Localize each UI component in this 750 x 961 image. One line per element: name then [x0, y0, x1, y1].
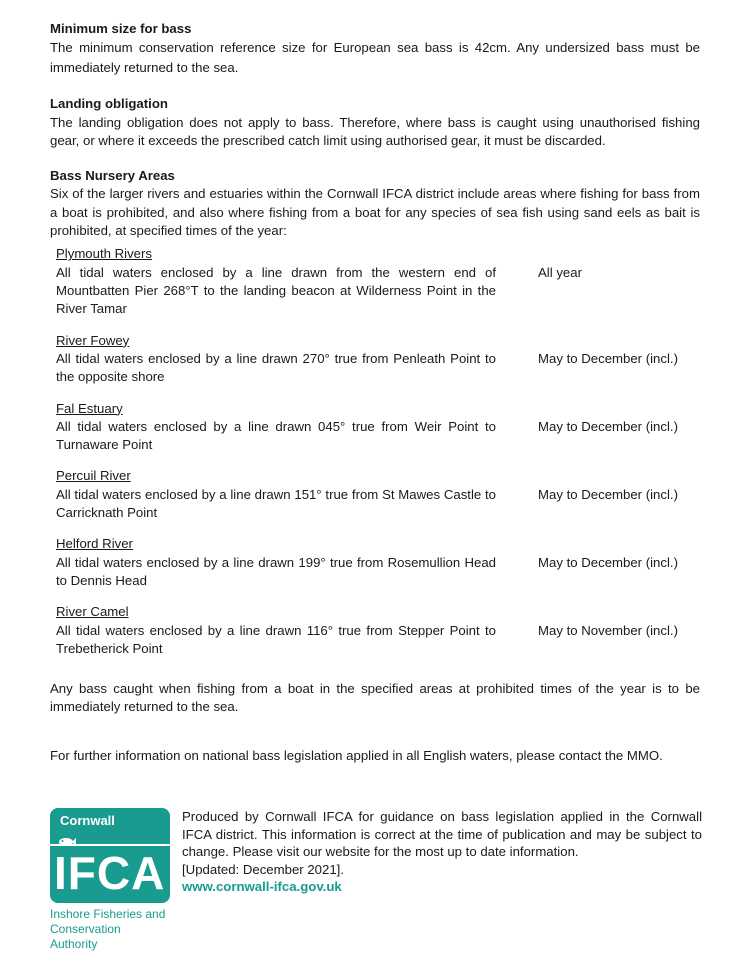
- nursery-area: [56, 535, 700, 590]
- logo-subtitle-line: Inshore Fisheries and: [50, 907, 166, 921]
- nursery-areas-intro: Six of the larger rivers and estuaries within the Cornwall IFCA district include areas where fishing for bass from a boat is prohibited, and also where fishing from a boat for any species of sea fish using sand eels as bait is prohibited, at specified times of the year:: [50, 186, 700, 239]
- further-information-text: For further information on national bass legislation applied in all English waters, please contact the MMO.: [50, 747, 663, 763]
- nursery-areas-list: [56, 245, 700, 658]
- minimum-size-section: [50, 20, 700, 78]
- document-content: [50, 20, 700, 765]
- area-description: All tidal waters enclosed by a line drawn from the western end of Mountbatten Pier 268°T to the landing beacon at Wilderness Point in the River Tamar: [56, 264, 496, 316]
- area-period: May to December (incl.): [538, 418, 678, 434]
- nursery-area: [56, 245, 700, 317]
- produced-by-text: Produced by Cornwall IFCA for guidance on bass legislation applied in the Cornwall IFCA district. This information is correct at the time of publication and may be subject to change. Please visit our website for the most up to date information.: [182, 809, 702, 859]
- website-link[interactable]: www.cornwall-ifca.gov.uk: [182, 879, 342, 894]
- updated-date: [Updated: December 2021].: [182, 861, 345, 877]
- minimum-size-text: The minimum conservation reference size for European sea bass is 42cm. Any undersized bass must be immediately returned to the sea.: [50, 40, 700, 76]
- area-name: Fal Estuary: [56, 400, 123, 416]
- area-description: All tidal waters enclosed by a line drawn 199° true from Rosemullion Head to Dennis Head: [56, 554, 496, 588]
- logo-ifca-text: IFCA: [54, 847, 166, 899]
- area-name: River Camel: [56, 604, 129, 620]
- nursery-area: [56, 400, 700, 455]
- landing-obligation-text: The landing obligation does not apply to bass. Therefore, where bass is caught using unauthorised fishing gear, or where it exceeds the prescribed catch limit using authorised gear, it must be discarded.: [50, 114, 700, 148]
- area-name: Plymouth Rivers: [56, 246, 153, 262]
- nursery-area: [56, 467, 700, 522]
- area-description: All tidal waters enclosed by a line drawn 045° true from Weir Point to Turnaware Point: [56, 418, 496, 453]
- area-period: May to December (incl.): [538, 350, 678, 366]
- logo-subtitle: [50, 907, 170, 952]
- area-description: All tidal waters enclosed by a line drawn 116° true from Stepper Point to Trebetherick Point: [56, 622, 496, 656]
- area-name: River Fowey: [56, 332, 130, 348]
- landing-obligation-section: [50, 95, 700, 150]
- cornwall-ifca-logo: [50, 808, 170, 952]
- nursery-area: [56, 603, 700, 658]
- minimum-size-heading: Minimum size for bass: [50, 21, 192, 36]
- area-period: May to December (incl.): [538, 486, 678, 502]
- area-description: All tidal waters enclosed by a line drawn 151° true from St Mawes Castle to Carricknath Point: [56, 486, 496, 521]
- nursery-areas-section: [50, 167, 700, 717]
- logo-badge: [50, 808, 170, 903]
- nursery-areas-closing-text: Any bass caught when fishing from a boat in the specified areas at prohibited times of the year is to be immediately returned to the sea.: [50, 681, 700, 715]
- area-period: May to November (incl.): [538, 622, 678, 638]
- area-description: All tidal waters enclosed by a line drawn 270° true from Penleath Point to the opposite shore: [56, 350, 496, 385]
- landing-obligation-heading: Landing obligation: [50, 96, 168, 112]
- nursery-area: [56, 332, 700, 387]
- area-name: Helford River: [56, 536, 133, 552]
- logo-cornwall-text: Cornwall: [60, 813, 115, 828]
- logo-subtitle-line: Conservation Authority: [50, 922, 121, 951]
- nursery-areas-heading: Bass Nursery Areas: [50, 168, 175, 184]
- area-name: Percuil River: [56, 468, 131, 484]
- area-period: All year: [538, 264, 582, 280]
- area-period: May to December (incl.): [538, 554, 678, 570]
- footer-text: [182, 808, 702, 896]
